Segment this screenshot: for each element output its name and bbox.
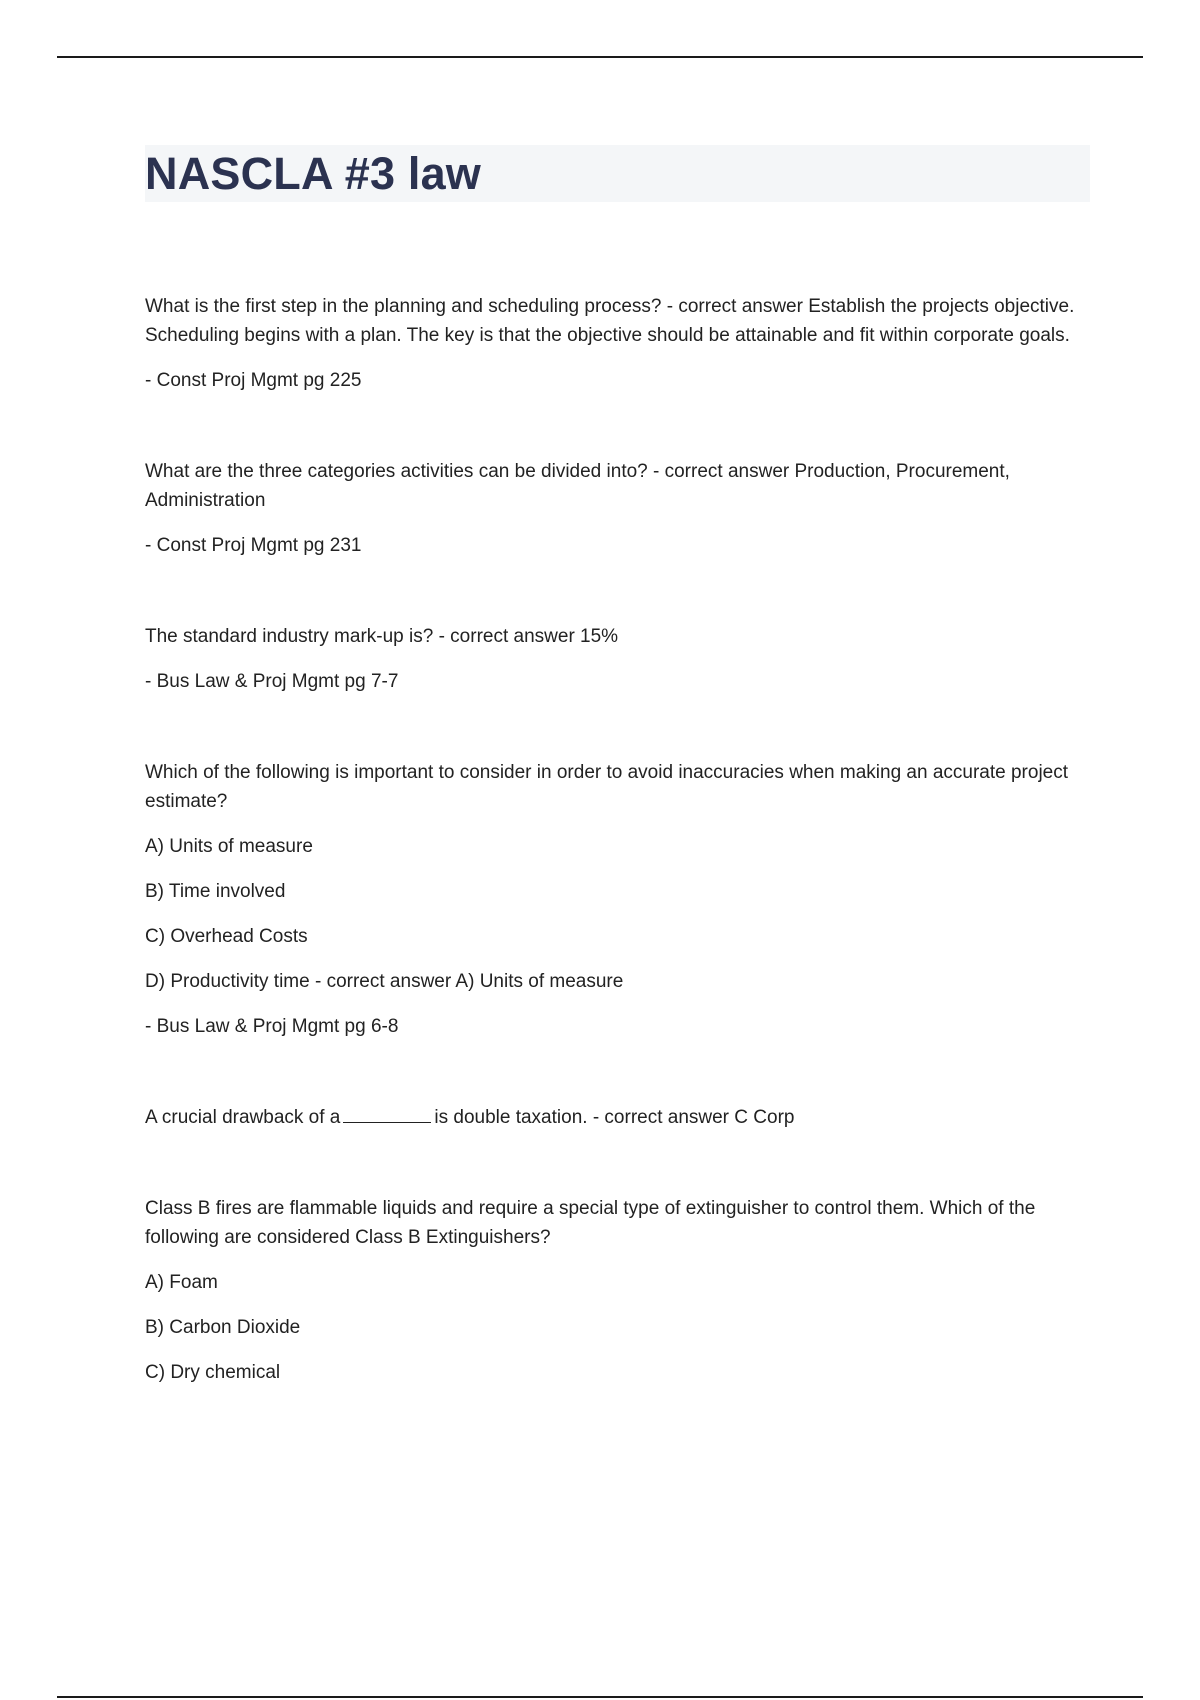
fill-in-blank <box>343 1104 431 1123</box>
option-text: B) Time involved <box>145 881 286 902</box>
option-text: A) Foam <box>145 1272 218 1293</box>
question-text-start: A crucial drawback of a <box>145 1107 341 1128</box>
qa-item <box>145 622 1090 696</box>
option-text: C) Dry chemical <box>145 1362 281 1383</box>
page-title: NASCLA #3 law <box>145 148 482 199</box>
qa-item <box>145 1103 1090 1132</box>
document-body <box>145 292 1090 1449</box>
question-text: What are the three categories activities can be divided into? - correct answer Production, Procurement, Administration <box>145 461 1010 511</box>
question-text: What is the first step in the planning and scheduling process? - correct answer Establish the projects objective. Scheduling begins with a plan. The key is that the objective should be attainable and fit within corporate goals. <box>145 296 1075 346</box>
option-text: B) Carbon Dioxide <box>145 1317 301 1338</box>
top-rule <box>57 56 1143 58</box>
reference-text: - Const Proj Mgmt pg 225 <box>145 370 362 391</box>
option-text: D) Productivity time - correct answer A) Units of measure <box>145 971 624 992</box>
reference-text: - Bus Law & Proj Mgmt pg 7-7 <box>145 671 399 692</box>
bottom-rule <box>57 1696 1143 1698</box>
qa-item <box>145 292 1090 395</box>
qa-item <box>145 457 1090 560</box>
question-text-end: is double taxation. - correct answer C Corp <box>434 1107 795 1128</box>
question-text: The standard industry mark-up is? - correct answer 15% <box>145 626 619 647</box>
title-band <box>145 145 1090 202</box>
question-text: Which of the following is important to consider in order to avoid inaccuracies when making an accurate project estimate? <box>145 762 1069 812</box>
question-text: Class B fires are flammable liquids and require a special type of extinguisher to control them. Which of the following are considered Class B Extinguishers? <box>145 1198 1036 1248</box>
reference-text: - Const Proj Mgmt pg 231 <box>145 535 362 556</box>
reference-text: - Bus Law & Proj Mgmt pg 6-8 <box>145 1016 399 1037</box>
option-text: C) Overhead Costs <box>145 926 308 947</box>
qa-item <box>145 1194 1090 1387</box>
qa-item <box>145 758 1090 1041</box>
question-text <box>145 1103 1090 1132</box>
option-text: A) Units of measure <box>145 836 313 857</box>
